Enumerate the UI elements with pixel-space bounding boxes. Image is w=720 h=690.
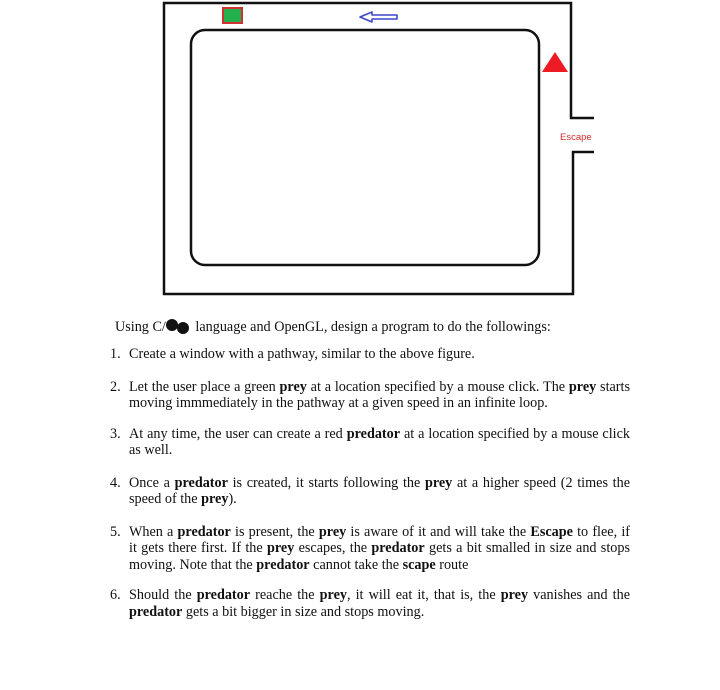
intro-after: language and OpenGL, design a program to do the followings: — [195, 319, 551, 335]
list-item-text: When a — [129, 523, 178, 540]
bold-term: prey — [279, 378, 307, 395]
list-item-text: is created, it starts following the — [227, 474, 425, 491]
list-item-text: to flee, if it gets there first. If the — [129, 523, 630, 556]
list-item-text: Create a window with a pathway, similar to the above figure. — [129, 346, 475, 362]
list-item-number: 2. — [110, 378, 121, 395]
bold-term: prey — [500, 587, 529, 603]
escape-label: Escape — [560, 132, 592, 143]
list-item-text: cannot take the — [309, 556, 403, 573]
list-item — [110, 587, 630, 620]
pathway-figure — [0, 0, 720, 300]
list-item-text: escapes, the — [294, 540, 372, 556]
list-item — [110, 475, 630, 508]
bold-term: prey — [318, 523, 347, 540]
outer-wall — [164, 3, 594, 294]
list-item-text: starts moving immmediately in the pathway at a given speed in an infinite loop. — [129, 378, 630, 411]
bold-term: predator — [346, 425, 401, 442]
blot-icon — [166, 319, 192, 333]
task-list — [110, 346, 630, 620]
left-arrow-icon — [360, 12, 397, 22]
bold-term: predator — [174, 474, 228, 491]
list-item-text: is aware of it and will take the — [346, 523, 531, 540]
list-item-number: 3. — [110, 425, 121, 442]
list-item-text: at a higher speed (2 times the speed of the — [129, 474, 630, 507]
bold-term: prey — [568, 378, 597, 395]
list-item — [110, 426, 630, 459]
list-item-text: vanishes and the — [528, 587, 630, 603]
list-item-text: gets a bit smalled in size and stops moving. Note that the — [129, 540, 630, 573]
list-item-text: ). — [228, 491, 237, 507]
list-item — [110, 346, 630, 363]
bold-term: predator — [371, 540, 425, 556]
bold-term: Escape — [530, 523, 573, 540]
intro-paragraph — [115, 318, 551, 336]
bold-term: prey — [201, 491, 229, 507]
list-item-number: 5. — [110, 523, 121, 540]
list-item-text: at a location specified by a mouse click as well. — [129, 425, 631, 458]
list-item-text: route — [435, 556, 469, 573]
list-item-text: is present, the — [230, 523, 319, 540]
list-item-text: at a location specified by a mouse click. The — [306, 378, 569, 395]
list-item-number: 6. — [110, 587, 121, 603]
bold-term: predator — [196, 587, 251, 603]
list-item-text: Let the user place a green — [129, 378, 280, 395]
list-item-number: 1. — [110, 346, 121, 362]
list-item-number: 4. — [110, 474, 121, 491]
list-item-text: gets a bit bigger in size and stops moving. — [182, 603, 425, 620]
bold-term: prey — [424, 474, 453, 491]
list-item-text: reache the — [250, 587, 320, 603]
intro-before: Using C/ — [115, 319, 166, 335]
list-item — [110, 524, 630, 574]
list-item-text: , it will eat it, that is, the — [346, 587, 501, 603]
list-item-text: At any time, the user can create a red — [129, 425, 347, 442]
bold-term: prey — [319, 587, 347, 603]
bold-term: predator — [177, 523, 231, 540]
escape-wall-top — [571, 110, 594, 118]
prey-icon — [223, 8, 242, 23]
list-item-text: Should the — [129, 587, 197, 603]
bold-term: predator — [256, 556, 310, 573]
bold-term: predator — [129, 603, 183, 620]
bold-term: prey — [266, 540, 295, 556]
list-item-text: Once a — [129, 474, 175, 491]
predator-icon — [542, 52, 568, 72]
inner-wall — [191, 30, 539, 265]
bold-term: scape — [402, 556, 436, 573]
list-item — [110, 379, 630, 412]
